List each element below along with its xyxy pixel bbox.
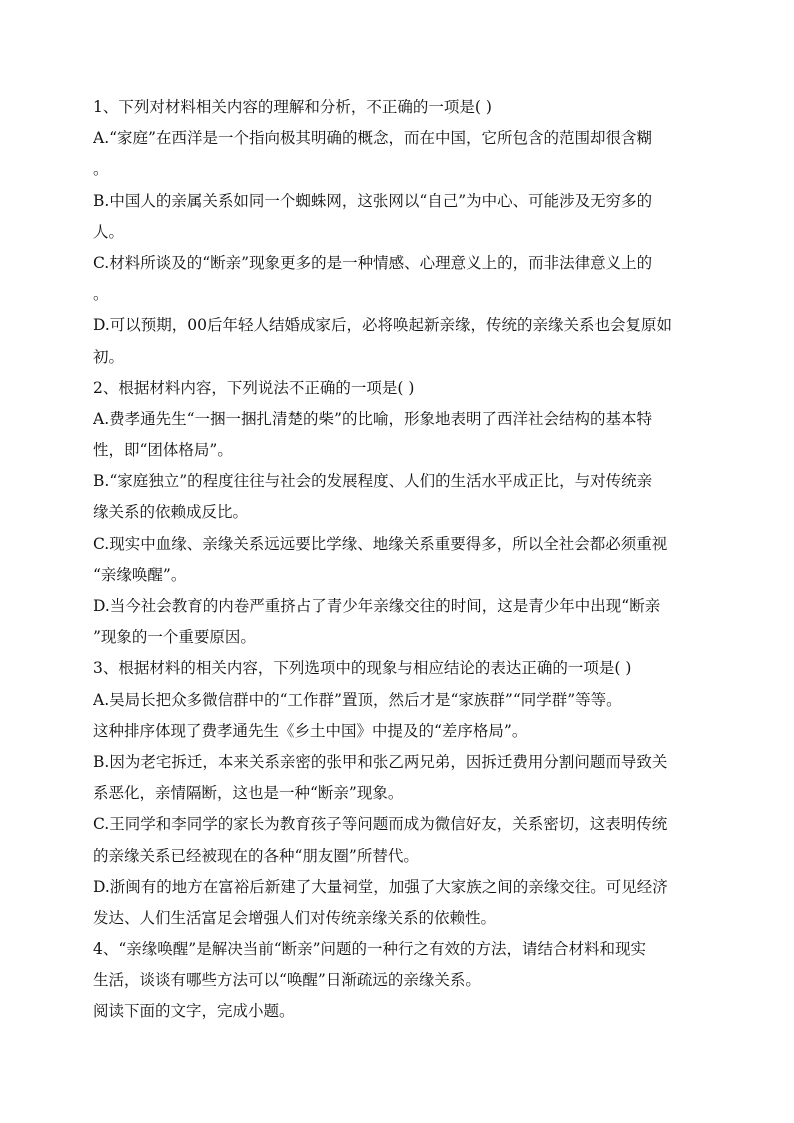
question-4-stem-continued: 生活，谈谈有哪些方法可以“唤醒”日渐疏远的亲缘关系。	[93, 971, 481, 990]
question-1-option-c-continued: 。	[93, 285, 109, 304]
question-2-stem: 2、根据材料内容，下列说法不正确的一项是( )	[93, 378, 415, 397]
question-3-option-b-continued: 系恶化，亲情隔断，这也是一种“断亲”现象。	[93, 784, 404, 803]
question-4-stem: 4、“亲缘唤醒”是解决当前“断亲”问题的一种行之有效的方法，请结合材料和现实	[93, 940, 647, 959]
question-3-option-a: A.吴局长把众多微信群中的“工作群”置顶，然后才是“家族群”“同学群”等等。	[93, 690, 622, 709]
question-3-option-d-continued: 发达、人们生活富足会增强人们对传统亲缘关系的依赖性。	[93, 908, 497, 927]
question-3-option-c-continued: 的亲缘关系已经被现在的各种“朋友圈”所替代。	[93, 846, 419, 865]
question-3-option-d: D.浙闽有的地方在富裕后新建了大量祠堂，加强了大家族之间的亲缘交往。可见经济	[93, 877, 668, 896]
question-2-option-c: C.现实中血缘、亲缘关系远远要比学缘、地缘关系重要得多，所以全社会都必须重视	[93, 534, 668, 553]
question-3-option-b: B.因为老宅拆迁，本来关系亲密的张甲和张乙两兄弟，因拆迁费用分割问题而导致关	[93, 752, 668, 771]
question-3-stem: 3、根据材料的相关内容，下列选项中的现象与相应结论的表达正确的一项是( )	[93, 659, 632, 678]
question-1-option-b-continued: 人。	[93, 222, 125, 241]
question-2-option-a: A.费孝通先生“一捆一捆扎清楚的柴”的比喻，形象地表明了西洋社会结构的基本特	[93, 409, 652, 428]
question-1-option-a-continued: 。	[93, 160, 109, 179]
question-2-option-d-continued: ”现象的一个重要原因。	[93, 628, 256, 647]
question-1-option-a: A.“家庭”在西洋是一个指向极其明确的概念，而在中国，它所包含的范围却很含糊	[93, 129, 652, 148]
reading-instruction: 阅读下面的文字，完成小题。	[93, 1002, 295, 1021]
question-1-option-d: D.可以预期，00后年轻人结婚成家后，必将唤起新亲缘，传统的亲缘关系也会复原如	[93, 316, 673, 335]
question-1-stem: 1、下列对材料相关内容的理解和分析，不正确的一项是( )	[93, 98, 492, 116]
question-1-option-c: C.材料所谈及的“断亲”现象更多的是一种情感、心理意义上的，而非法律意义上的	[93, 253, 653, 272]
question-2-option-d: D.当今社会教育的内卷严重挤占了青少年亲缘交往的时间，这是青少年中出现“断亲	[93, 597, 661, 615]
question-3-option-c: C.王同学和李同学的家长为教育孩子等问题而成为微信好友，关系密切，这表明传统	[93, 815, 668, 834]
question-2-option-b: B.“家庭独立”的程度往往与社会的发展程度、人们的生活水平成正比，与对传统亲	[93, 472, 653, 491]
question-2-option-b-continued: 缘关系的依赖成反比。	[93, 503, 249, 522]
question-1-option-b: B.中国人的亲属关系如同一个蜘蛛网，这张网以“自己”为中心、可能涉及无穷多的	[93, 191, 653, 210]
question-1-option-d-continued: 初。	[93, 347, 125, 366]
question-2-option-a-continued: 性，即“团体格局”。	[93, 441, 233, 460]
question-3-option-a-continued: 这种排序体现了费孝通先生《乡土中国》中提及的“差序格局”。	[93, 721, 528, 740]
question-2-option-c-continued: “亲缘唤醒”。	[93, 565, 187, 584]
